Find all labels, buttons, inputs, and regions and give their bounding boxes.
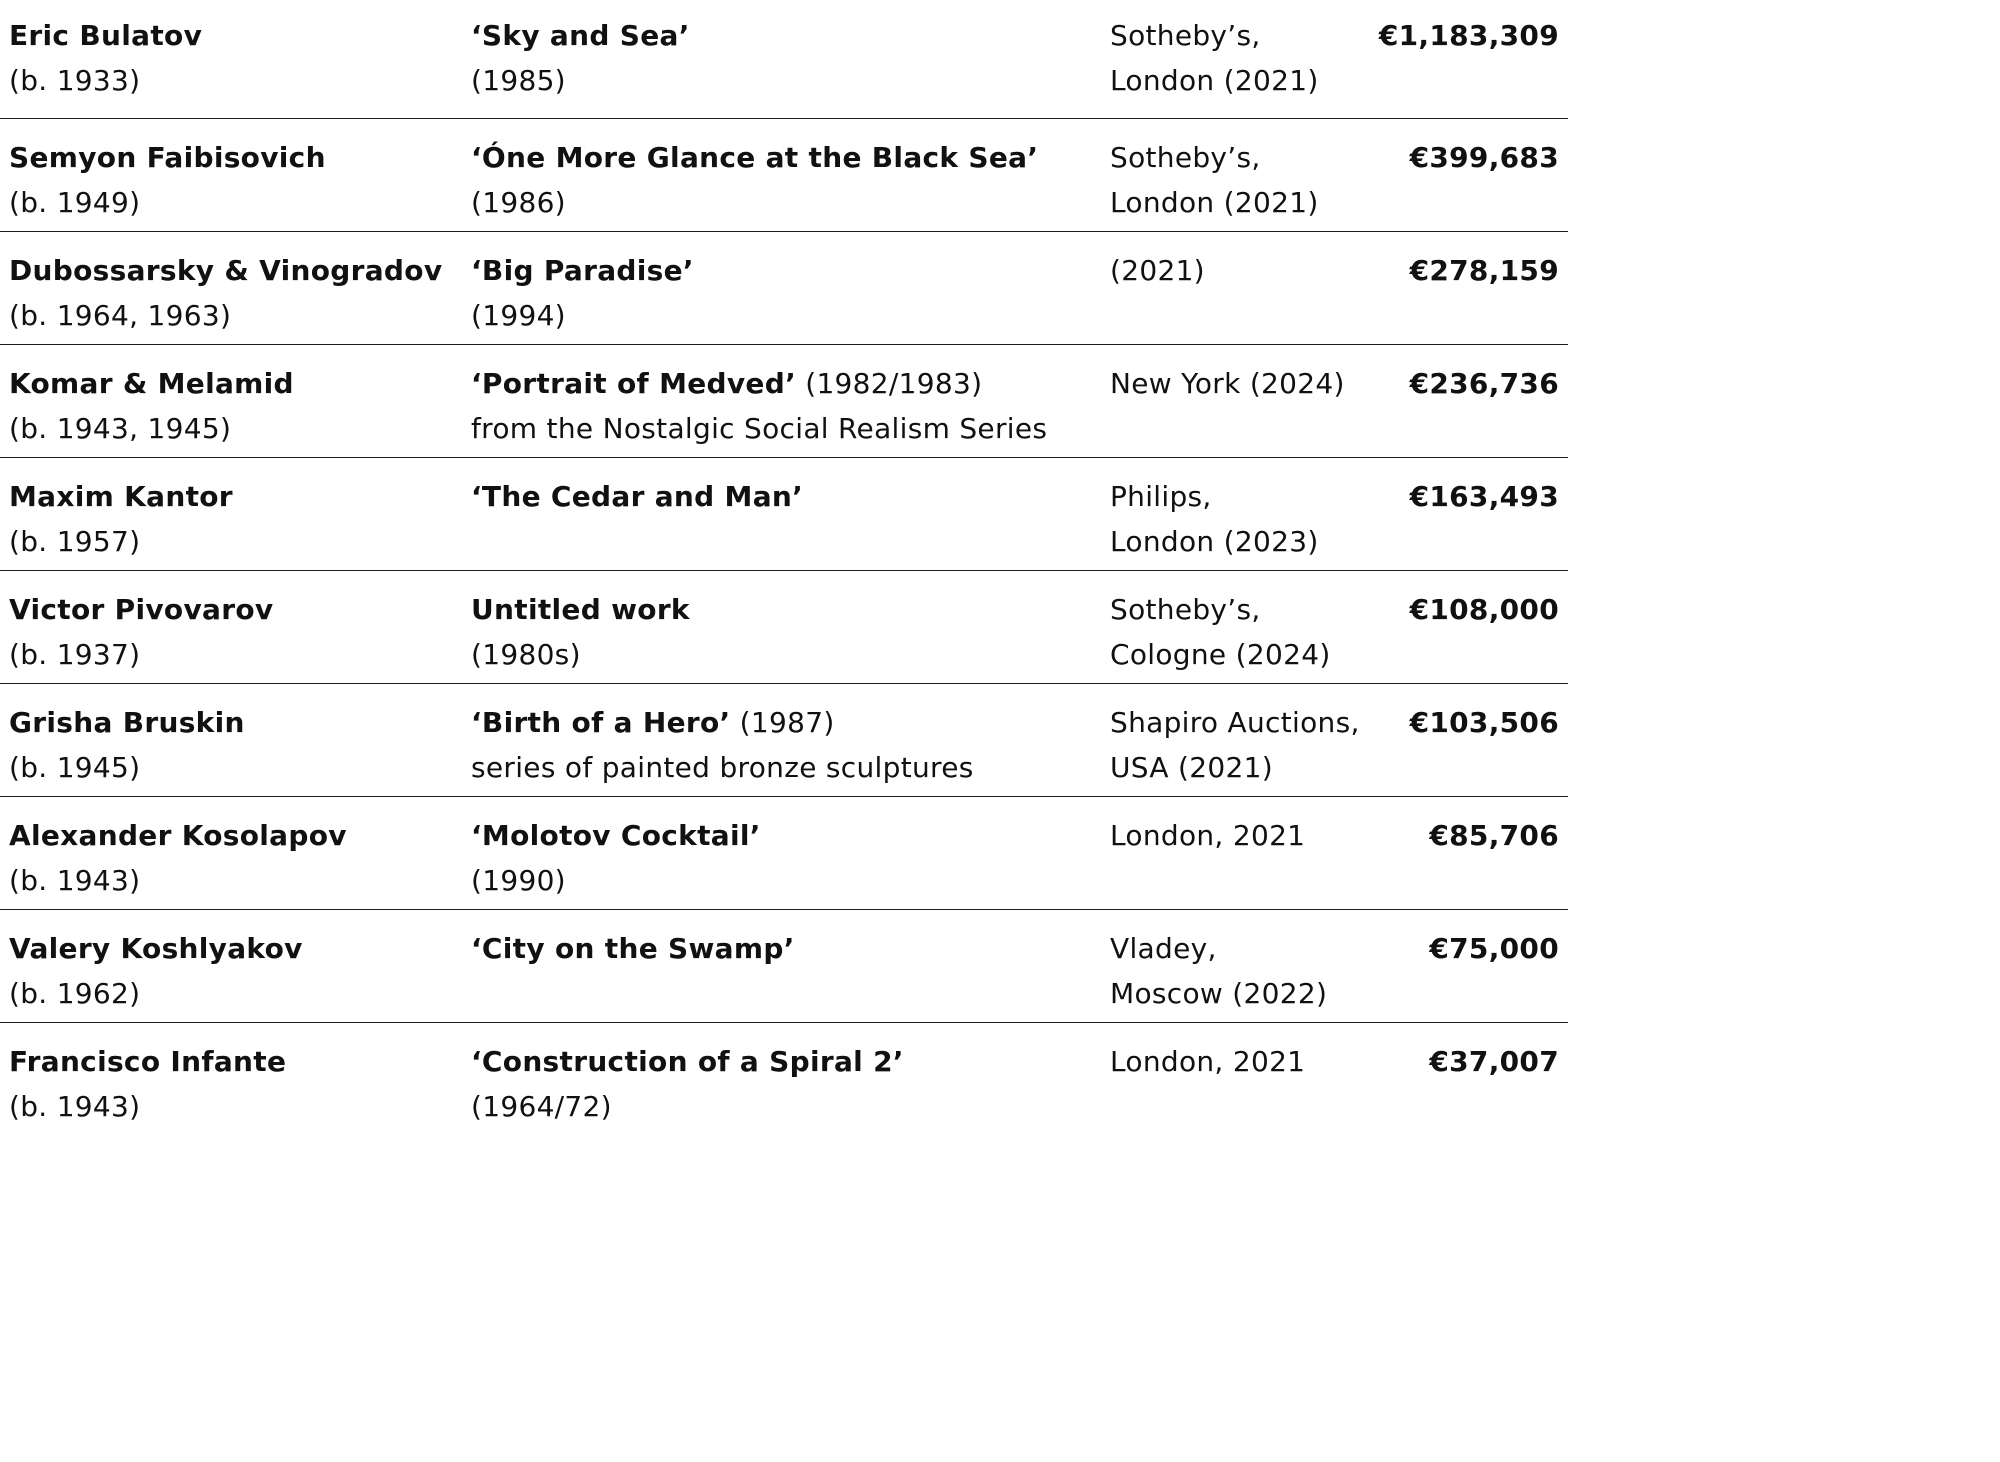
price-cell: €163,493 (1409, 480, 1559, 513)
work-details: from the Nostalgic Social Realism Series (471, 412, 1048, 445)
work-cell (471, 135, 1038, 225)
work-cell (471, 587, 690, 677)
work-title-suffix: (1987) (730, 706, 835, 739)
venue-cell (1110, 1039, 1305, 1084)
venue-line-1: Philips, (1110, 480, 1212, 513)
venue-line-1: Sotheby’s, (1110, 141, 1261, 174)
work-cell (471, 474, 803, 519)
venue-cell (1110, 474, 1319, 564)
venue-line-2: London (2021) (1110, 186, 1319, 219)
venue-line-1: Sotheby’s, (1110, 19, 1261, 52)
work-cell (471, 248, 694, 338)
artist-cell (9, 926, 303, 1016)
artist-birth-year: (b. 1957) (9, 525, 141, 558)
venue-cell (1110, 587, 1331, 677)
artist-cell (9, 1039, 286, 1129)
venue-line-1: New York (2024) (1110, 367, 1345, 400)
work-details: series of painted bronze sculptures (471, 751, 974, 784)
venue-line-1: Sotheby’s, (1110, 593, 1261, 626)
work-title: ‘Big Paradise’ (471, 254, 694, 287)
artist-name: Semyon Faibisovich (9, 141, 326, 174)
artist-cell (9, 248, 442, 338)
work-details: (1980s) (471, 638, 581, 671)
work-title: ‘The Cedar and Man’ (471, 480, 804, 513)
venue-cell (1110, 13, 1319, 103)
price-cell: €103,506 (1409, 706, 1559, 739)
price-cell: €75,000 (1429, 932, 1559, 965)
table-row (0, 231, 1568, 344)
table-row (0, 909, 1568, 1022)
venue-cell (1110, 248, 1205, 293)
artist-cell (9, 587, 273, 677)
price-cell: €278,159 (1409, 254, 1559, 287)
artist-cell (9, 135, 326, 225)
work-cell (471, 13, 690, 103)
venue-cell (1110, 361, 1345, 406)
venue-line-1: London, 2021 (1110, 1045, 1306, 1078)
table-row (0, 344, 1568, 457)
work-title: ‘Óne More Glance at the Black Sea’ (471, 141, 1039, 174)
venue-line-1: London, 2021 (1110, 819, 1306, 852)
table-row (0, 796, 1568, 909)
artist-name: Dubossarsky & Vinogradov (9, 254, 443, 287)
work-cell (471, 1039, 904, 1129)
work-cell (471, 700, 974, 790)
venue-cell (1110, 135, 1319, 225)
table-row (0, 118, 1568, 231)
work-title: ‘Sky and Sea’ (471, 19, 690, 52)
work-title: ‘Portrait of Medved’ (471, 367, 797, 400)
table-row (0, 1022, 1568, 1135)
venue-line-1: Vladey, (1110, 932, 1217, 965)
table-row (0, 683, 1568, 796)
venue-line-2: USA (2021) (1110, 751, 1273, 784)
artist-birth-year: (b. 1943) (9, 1090, 141, 1123)
artist-name: Francisco Infante (9, 1045, 287, 1078)
venue-line-1: (2021) (1110, 254, 1205, 287)
price-cell: €108,000 (1409, 593, 1559, 626)
artist-cell (9, 700, 245, 790)
venue-line-1: Shapiro Auctions, (1110, 706, 1360, 739)
price-cell: €85,706 (1429, 819, 1559, 852)
venue-line-2: London (2023) (1110, 525, 1319, 558)
work-title: ‘Birth of a Hero’ (471, 706, 731, 739)
table-row (0, 0, 1568, 118)
venue-cell (1110, 700, 1360, 790)
work-details: (1986) (471, 186, 566, 219)
work-details: (1994) (471, 299, 566, 332)
work-details: (1964/72) (471, 1090, 612, 1123)
work-cell (471, 813, 761, 903)
artist-name: Victor Pivovarov (9, 593, 274, 626)
artist-birth-year: (b. 1949) (9, 186, 141, 219)
artist-birth-year: (b. 1937) (9, 638, 141, 671)
price-cell: €37,007 (1429, 1045, 1559, 1078)
table-row (0, 570, 1568, 683)
work-cell (471, 926, 795, 971)
venue-cell (1110, 926, 1327, 1016)
price-cell: €399,683 (1409, 141, 1559, 174)
artist-name: Eric Bulatov (9, 19, 203, 52)
price-cell: €1,183,309 (1378, 19, 1559, 52)
artist-name: Maxim Kantor (9, 480, 233, 513)
venue-line-2: Moscow (2022) (1110, 977, 1328, 1010)
work-title: ‘City on the Swamp’ (471, 932, 795, 965)
artist-birth-year: (b. 1964, 1963) (9, 299, 232, 332)
artist-cell (9, 474, 233, 564)
artist-birth-year: (b. 1943) (9, 864, 141, 897)
venue-line-2: London (2021) (1110, 64, 1319, 97)
artist-cell (9, 361, 294, 451)
artist-name: Valery Koshlyakov (9, 932, 303, 965)
work-title: ‘Construction of a Spiral 2’ (471, 1045, 904, 1078)
artist-name: Alexander Kosolapov (9, 819, 347, 852)
artist-cell (9, 13, 202, 103)
work-title-suffix: (1982/1983) (796, 367, 983, 400)
artist-birth-year: (b. 1943, 1945) (9, 412, 232, 445)
work-details: (1990) (471, 864, 566, 897)
price-cell: €236,736 (1409, 367, 1559, 400)
venue-line-2: Cologne (2024) (1110, 638, 1331, 671)
artist-cell (9, 813, 347, 903)
artist-birth-year: (b. 1962) (9, 977, 141, 1010)
artist-birth-year: (b. 1933) (9, 64, 141, 97)
artist-name: Grisha Bruskin (9, 706, 245, 739)
table-row (0, 457, 1568, 570)
work-title: Untitled work (471, 593, 690, 626)
artist-name: Komar & Melamid (9, 367, 294, 400)
artist-birth-year: (b. 1945) (9, 751, 141, 784)
venue-cell (1110, 813, 1305, 858)
work-details: (1985) (471, 64, 566, 97)
work-title: ‘Molotov Cocktail’ (471, 819, 761, 852)
work-cell (471, 361, 1047, 451)
